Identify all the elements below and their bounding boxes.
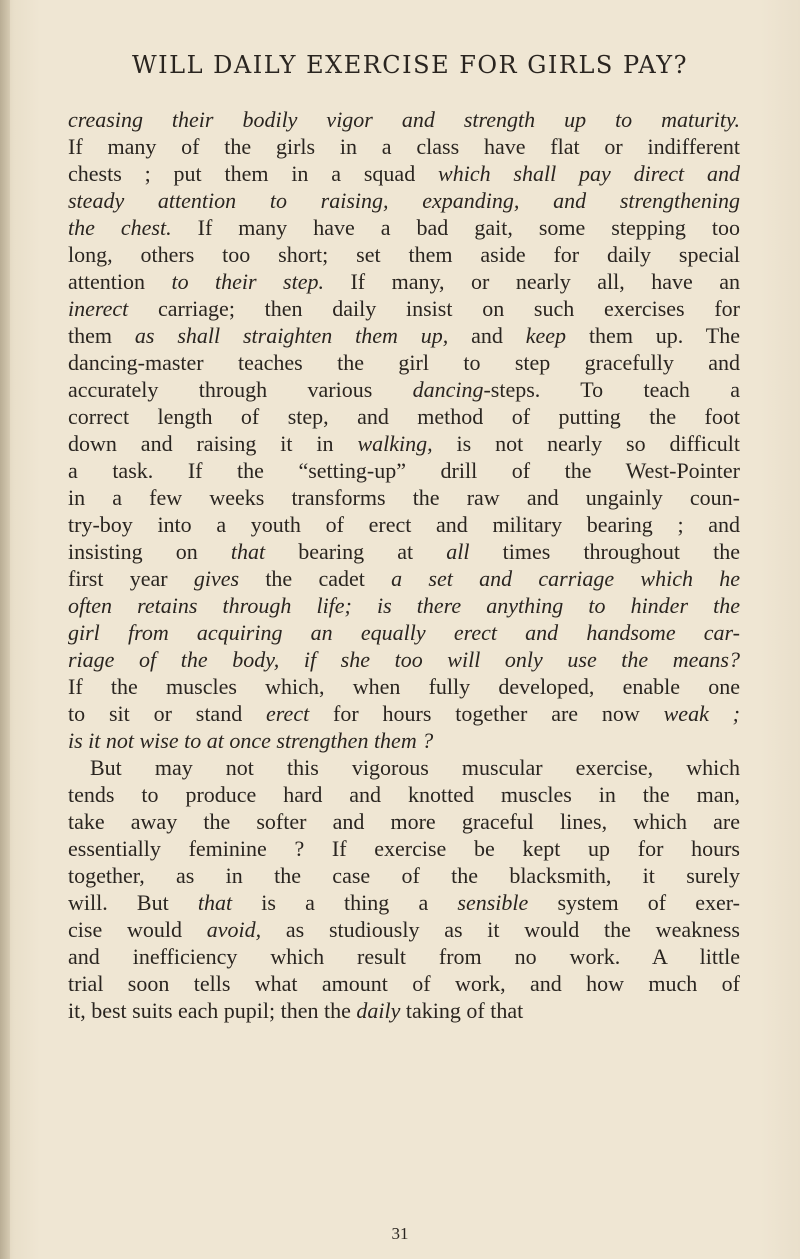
italic-text: to their step. [171, 269, 324, 294]
text-run: and [448, 323, 526, 348]
text-line [68, 376, 740, 403]
italic-text: erect [266, 701, 310, 726]
text-line [68, 700, 740, 727]
text-line [68, 727, 740, 754]
text-run: take away the softer and more graceful lines, which are [68, 809, 740, 834]
text-run: carriage; then daily insist on such exercises for [128, 296, 740, 321]
text-line [68, 106, 740, 133]
text-run: the cadet [239, 566, 392, 591]
running-header: WILL DAILY EXERCISE FOR GIRLS PAY? [132, 51, 688, 79]
text-line [68, 484, 740, 511]
page-number: 31 [391, 1224, 409, 1243]
text-run: system of exer- [528, 890, 740, 915]
page-gutter-shadow [0, 0, 10, 1259]
text-run: it, best suits each pupil; then the [68, 998, 357, 1023]
italic-text: the chest. [68, 215, 172, 240]
text-run: bearing at [265, 539, 447, 564]
text-line [68, 565, 740, 592]
text-run: a task. If the “setting-up” drill of the West-Pointer [68, 458, 740, 483]
italic-text: sensible [457, 890, 529, 915]
text-run: is a thing a [232, 890, 458, 915]
italic-text: creasing their bodily vigor and strength up to maturity. [68, 107, 740, 132]
text-run: accurately through various [68, 377, 413, 402]
italic-text: which shall pay direct and [438, 161, 740, 186]
text-run: taking of that [400, 998, 524, 1023]
text-line [68, 754, 740, 781]
italic-text: dancing [412, 377, 484, 402]
text-line [68, 403, 740, 430]
text-run: attention [68, 269, 172, 294]
text-line [68, 619, 740, 646]
text-line [68, 295, 740, 322]
text-run: times throughout the [469, 539, 740, 564]
text-run: dancing-master teaches the girl to step gracefully and [68, 350, 740, 375]
text-line [68, 997, 740, 1024]
italic-text: that [230, 539, 266, 564]
text-line [68, 241, 740, 268]
text-line [68, 133, 740, 160]
italic-text: gives [193, 566, 240, 591]
text-run: chests ; put them in a squad [68, 161, 439, 186]
text-line [68, 673, 740, 700]
text-run: to sit or stand [68, 701, 267, 726]
text-line [68, 592, 740, 619]
text-line [68, 646, 740, 673]
text-line [68, 457, 740, 484]
italic-text: inerect [68, 296, 129, 321]
italic-text: girl from acquiring an equally erect and handsome car- [68, 620, 740, 645]
italic-text: avoid, [206, 917, 262, 942]
italic-text: daily [356, 998, 401, 1023]
text-run: them up. The [566, 323, 740, 348]
text-line [68, 268, 740, 295]
italic-text: weak ; [663, 701, 740, 726]
italic-text: as shall straighten them up, [134, 323, 449, 348]
italic-text: a set and carriage which he [391, 566, 740, 591]
text-run: insisting on [68, 539, 231, 564]
text-run: as studiously as it would the weakness [261, 917, 740, 942]
text-run: tends to produce hard and knotted muscles in the man, [68, 782, 740, 807]
text-line [68, 322, 740, 349]
text-run: down and raising it in [68, 431, 358, 456]
text-line [68, 835, 740, 862]
text-line [68, 160, 740, 187]
text-run: If many have a bad gait, some stepping too [171, 215, 740, 240]
text-run: If many of the girls in a class have flat or indifferent [68, 134, 740, 159]
text-line [68, 430, 740, 457]
text-run: and inefficiency which result from no work. A little [68, 944, 740, 969]
body-text [68, 106, 740, 1024]
italic-text: that [197, 890, 233, 915]
text-line [68, 862, 740, 889]
text-run: try-boy into a youth of erect and military bearing ; and [68, 512, 740, 537]
text-line [68, 187, 740, 214]
text-line [68, 916, 740, 943]
text-run: correct length of step, and method of putting the foot [68, 404, 740, 429]
text-run: them [68, 323, 135, 348]
italic-text: keep [525, 323, 567, 348]
text-run: will. But [68, 890, 198, 915]
text-line [68, 781, 740, 808]
text-line [68, 214, 740, 241]
italic-text: all [446, 539, 470, 564]
text-run: trial soon tells what amount of work, and how much of [68, 971, 740, 996]
text-line [68, 970, 740, 997]
text-run: If the muscles which, when fully developed, enable one [68, 674, 740, 699]
text-run: for hours together are now [309, 701, 664, 726]
italic-text: steady attention to raising, expanding, and strengthening [68, 188, 740, 213]
italic-text: walking, [357, 431, 433, 456]
text-line [68, 511, 740, 538]
text-run: -steps. To teach a [483, 377, 740, 402]
text-run: cise would [68, 917, 207, 942]
text-line [68, 808, 740, 835]
text-line [68, 943, 740, 970]
italic-text: riage of the body, if she too will only use the means? [68, 647, 740, 672]
text-run: long, others too short; set them aside for daily special [68, 242, 740, 267]
italic-text: is it not wise to at once strengthen them ? [68, 728, 434, 753]
text-line [68, 538, 740, 565]
text-run: If many, or nearly all, have an [324, 269, 740, 294]
text-run: together, as in the case of the blacksmith, it surely [68, 863, 740, 888]
text-line [68, 349, 740, 376]
text-run: essentially feminine ? If exercise be kept up for hours [68, 836, 740, 861]
text-run: first year [68, 566, 194, 591]
text-run: But may not this vigorous muscular exercise, which [90, 755, 740, 780]
text-run: in a few weeks transforms the raw and ungainly coun- [68, 485, 740, 510]
text-run: is not nearly so difficult [432, 431, 740, 456]
italic-text: often retains through life; is there anything to hinder the [68, 593, 740, 618]
text-line [68, 889, 740, 916]
